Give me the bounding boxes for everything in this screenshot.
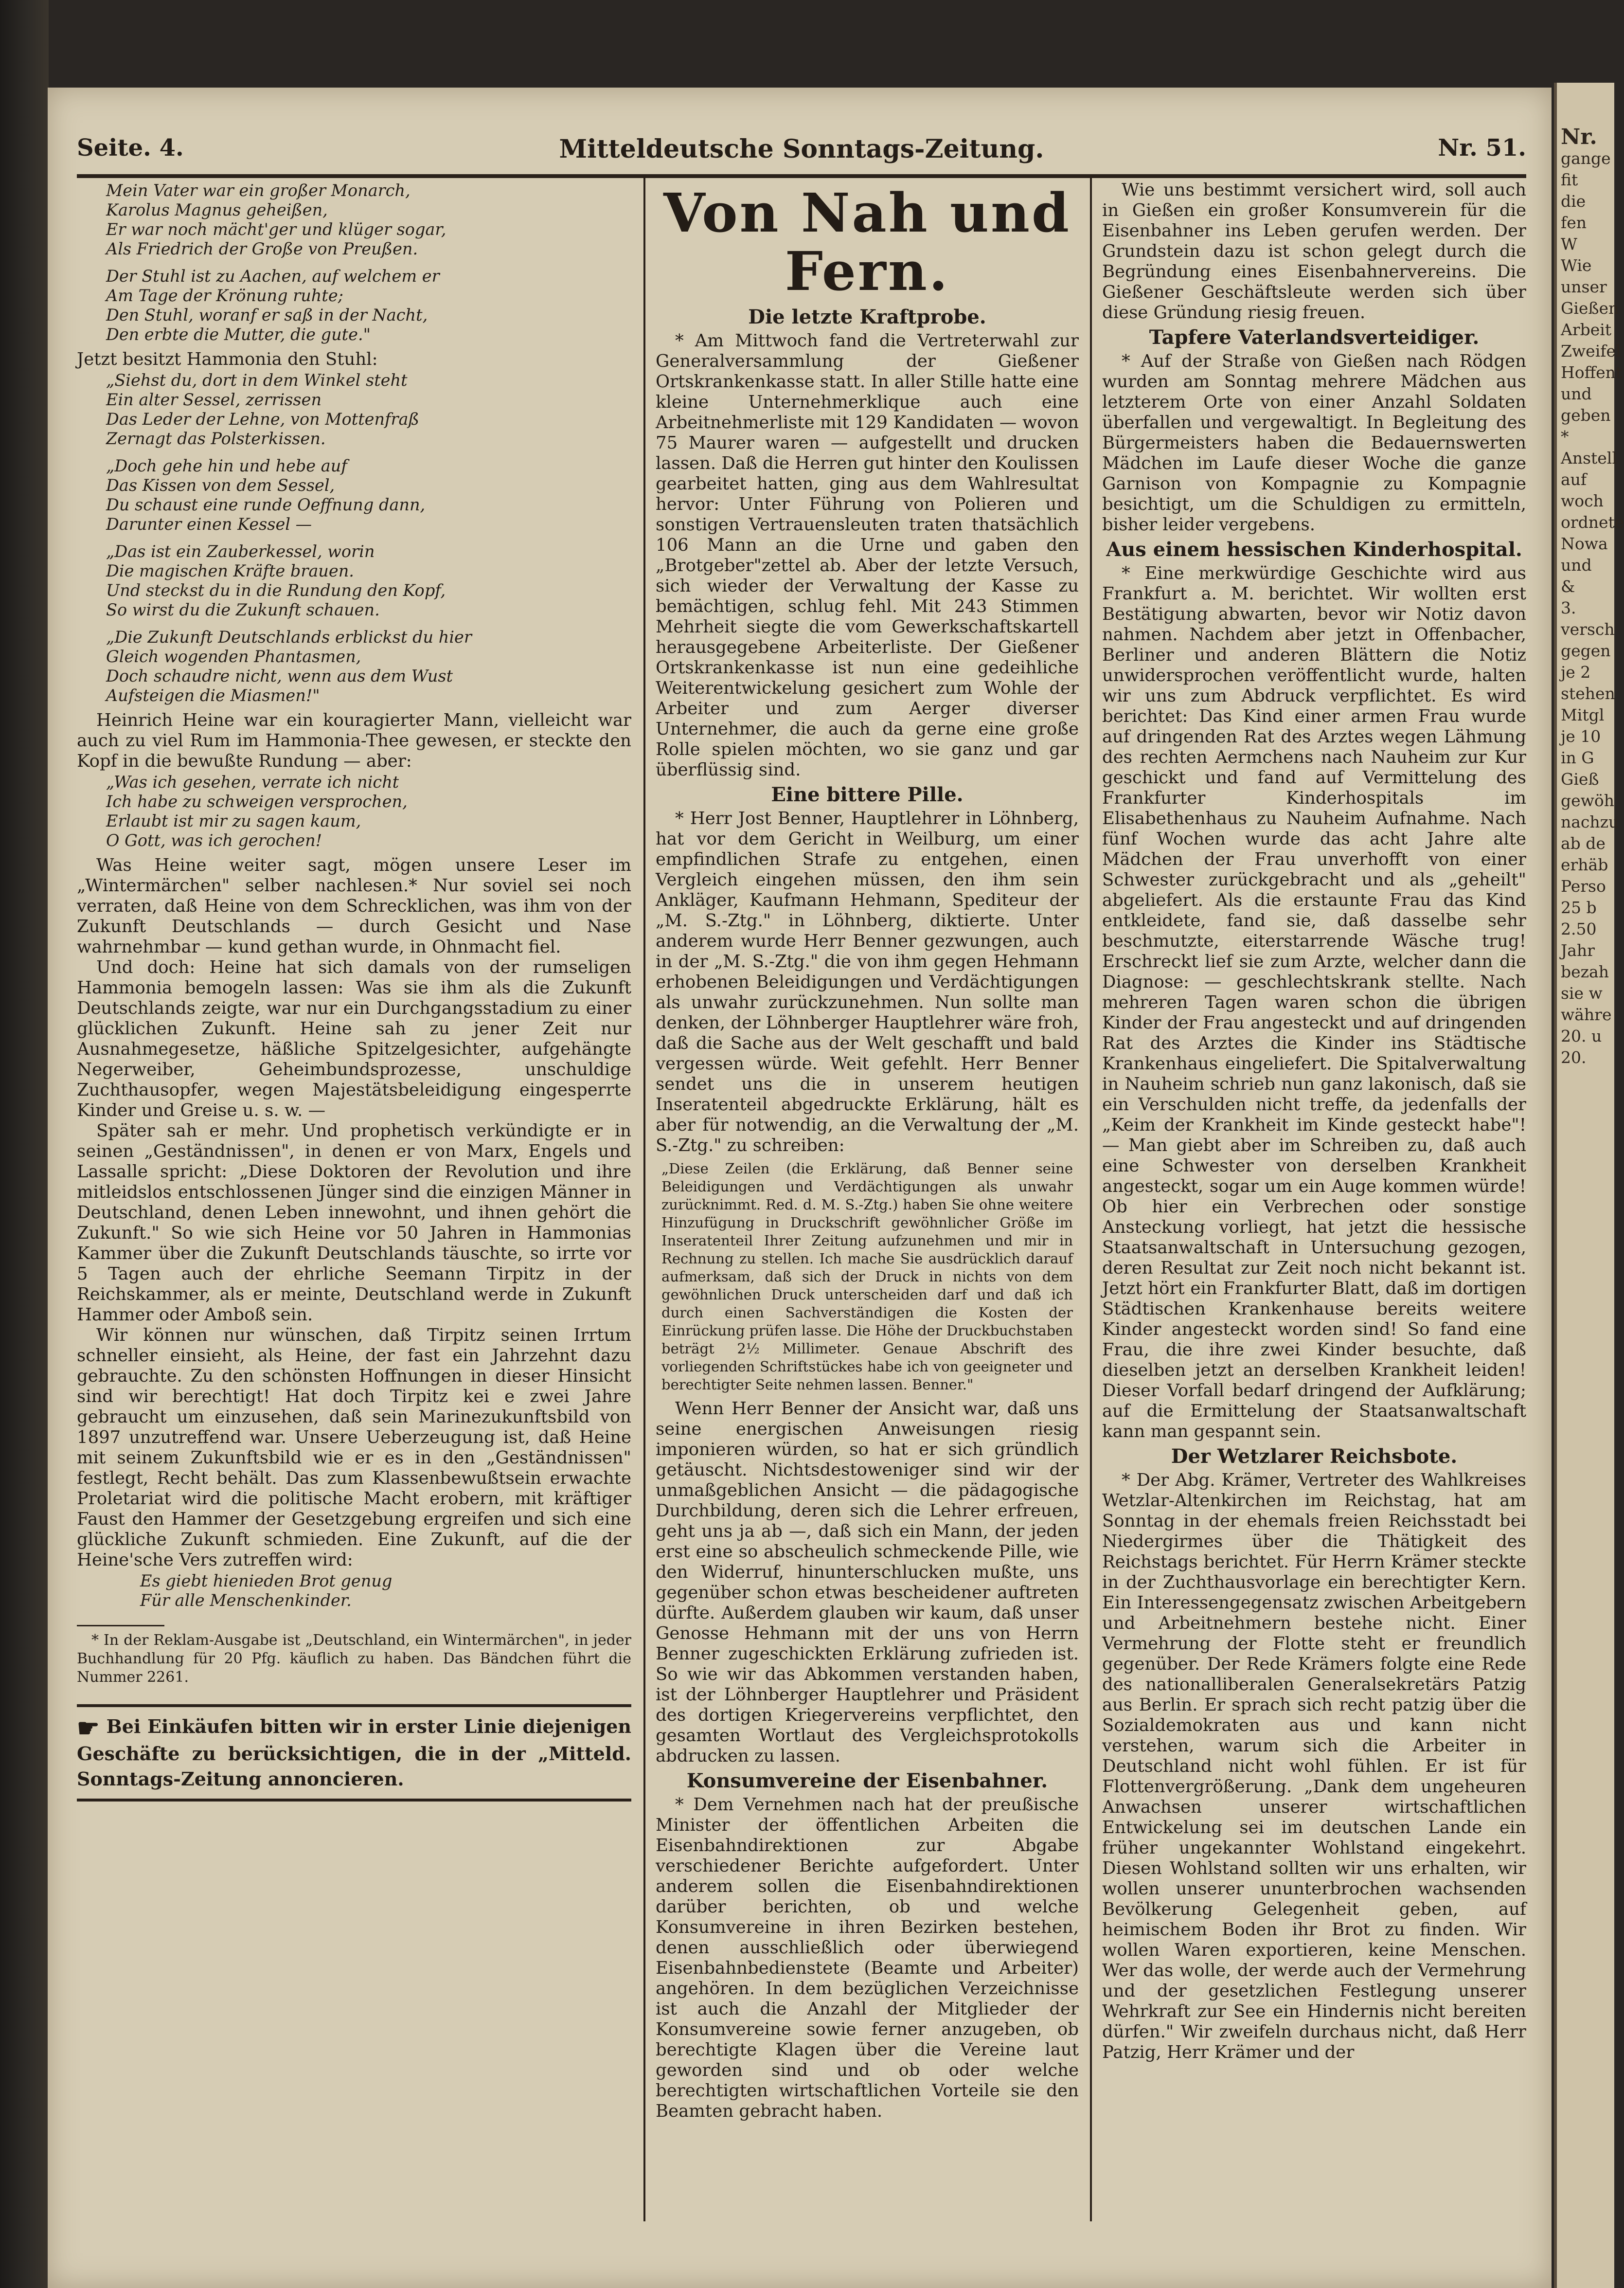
edge-fragment: Nowa xyxy=(1561,534,1608,553)
edge-fragment: sie w xyxy=(1561,984,1603,1003)
edge-fragment: ab de xyxy=(1561,834,1606,853)
verse-line: Gleich wogenden Phantasmen, xyxy=(106,647,361,666)
paragraph: * Auf der Straße von Gießen nach Rödgen wurden am Sonntag mehrere Mädchen aus letzterem Orte von einer Anzahl Soldaten überfallen und vergewaltigt. In Begleitung des Bürgermeisters haben die Bedauernswerten Mädchen im Laufe dieser Woche die ganze Garnison von Kompagnie zu Kompagnie besichtigt, um die Schuldigen zu ermitteln, bisher leider vergebens. xyxy=(1102,351,1526,535)
edge-fragment: 20. xyxy=(1561,1048,1587,1067)
edge-fragment: versch xyxy=(1561,620,1615,639)
verse-line: Darunter einen Kessel — xyxy=(106,515,312,534)
paragraph: * Der Abg. Krämer, Vertreter des Wahlkreises Wetzlar-Altenkirchen im Reichstag, hat am Sonntag in der ehemals freien Reichsstadt bei Niedergirmes über die Thätigkeit des Reichstags berichtet. Für Herrn Krämer steckte in der Zuchthausvorlage ein berechtigter Kern. Ein Interessengegensatz zwischen Arbeitgebern und Arbeitnehmern bestehe nicht. Einer Vermehrung der Flotte steht er freundlich gegenüber. Der Rede Krämers folgte eine Rede des nationalliberalen Generalsekretärs Patzig aus Berlin. Er sprach sich recht patzig über die Sozialdemokraten aus und kann nicht verstehen, warum sich die Arbeiter in Deutschland nicht wohl fühlen. Er ist für Flottenvergrößerung. „Dank dem ungeheuren Anwachsen unserer wirtschaftlichen Entwickelung sei im deutschen Lande ein früher ungekannter Wohlstand eingekehrt. Diesen Wohlstand sollten wir uns erhalten, wir wollen unserer ununterbrochen wachsenden Bevölkerung Gelegenheit geben, auf heimischem Boden ihr Brot zu finden. Wir wollen Waren exportieren, keine Menschen. Wer das wolle, der werde auch der Vermehrung und der gesetzlichen Festlegung unserer Wehrkraft zur See ein Hindernis nicht bereiten dürfen." Wir zweifeln durchaus nicht, daß Herr Patzig, Herr Krämer und der xyxy=(1102,1470,1526,2062)
footnote: * In der Reklam-Ausgabe ist „Deutschland, ein Wintermärchen", in jeder Buchhandlung für 20 Pfg. käuflich zu haben. Das Bändchen führt die Nummer 2261. xyxy=(77,1632,631,1686)
edge-fragment: Hoffent xyxy=(1561,363,1623,382)
paragraph: * Dem Vernehmen nach hat der preußische Minister der öffentlichen Arbeiten die Eisenbahndirektionen zur Abgabe verschiedener Berichte aufgefordert. Unter anderem sollen die Eisenbahndirektionen darüber berichten, ob und welche Konsumvereine in ihren Bezirken bestehen, denen ausschließlich oder überwiegend Eisenbahnbedienstete (Beamte und Arbeiter) angehören. In dem bezüglichen Verzeichnisse ist auch die Anzahl der Mitglieder der Konsumvereine sowie ferner anzugeben, ob berechtigte Klagen über die Vereine laut geworden sind und ob oder welche berechtigten wirtschaftlichen Vorteile sie den Beamten gebracht haben. xyxy=(656,1795,1079,2121)
edge-fragment: Gießen xyxy=(1561,299,1619,318)
column-rule-1 xyxy=(643,178,645,2221)
edge-fragment: erhäb xyxy=(1561,855,1608,874)
edge-fragment: 25 b xyxy=(1561,898,1597,917)
edge-fragment: auf xyxy=(1561,470,1587,489)
verse-line: „Was ich gesehen, verrate ich nicht xyxy=(106,773,399,792)
verse-line: Es giebt hienieden Brot genug xyxy=(140,1571,393,1590)
verse-line: Mein Vater war ein großer Monarch, xyxy=(106,181,410,200)
edge-fragment: Nr. xyxy=(1561,125,1597,149)
edge-fragment: Arbeit xyxy=(1561,320,1612,339)
verse-line: Du schaust eine runde Oeffnung dann, xyxy=(106,495,426,514)
verse-line: „Das ist ein Zauberkessel, worin xyxy=(106,542,375,561)
column-3 xyxy=(1102,180,1526,2063)
paragraph: * Eine merkwürdige Geschichte wird aus Frankfurt a. M. berichtet. Wir wollten erst Bestätigung abwarten, bevor wir Notiz davon nahmen. Nachdem aber jetzt in Offenbacher, Berliner und anderen Blättern die Notiz unwidersprochen veröffentlicht wurde, halten wir uns zum Abdruck verpflichtet. Es wird berichtet: Das Kind einer armen Frau wurde auf dringenden Rat des Arztes wegen Lähmung des rechten Aermchens nach Nauheim zur Kur geschickt und fand auf Vermittelung des Frankfurter Kinderhospitals im Elisabethenhaus zu Nauheim Aufnahme. Nach fünf Wochen wurde das acht Jahre alte Mädchen der Frau unverhofft von einer Schwester zurückgebracht und als „geheilt" abgeliefert. Als die erstaunte Frau das Kind entkleidete, fand sie, daß dasselbe sehr beschmutzte, eiterstarrende Wäsche trug! Erschreckt lief sie zum Arzte, welcher dann die Diagnose: — geschlechtskrank stellte. Nach mehreren Tagen waren schon die übrigen Kinder der Frau angesteckt und auf dringenden Rat des Arztes die Kinder ins Städtische Krankenhaus eingeliefert. Die Spitalverwaltung in Nauheim schrieb nun ganz lakonisch, daß sie ein Verschulden nicht treffe, da jedenfalls der „Keim der Krankheit im Kinde gesteckt habe"! — Man giebt aber im Schreiben zu, daß auch eine Schwester von derselben Krankheit angesteckt, sogar um ein Auge kommen würde! Ob hier ein Verbrechen oder sonstige Ansteckung vorliegt, hat jetzt die hessische Staatsanwaltschaft in Untersuchung gezogen, deren Resultat zur Zeit noch nicht bekannt ist. Jetzt hört ein Frankfurter Blatt, daß im dortigen Städtischen Krankenhause bereits weitere Kinder angesteckt worden sind! So fand eine Frau, die ihre zwei Kinder besuchte, daß dieselben jetzt an derselben Krankheit leiden! Dieser Vorfall bedarf dringend der Aufklärung; auf die Ermittelung der Staatsanwaltschaft kann man gespannt sein. xyxy=(1102,563,1526,1441)
page-header xyxy=(77,131,1526,170)
edge-fragment: die xyxy=(1561,192,1586,211)
verse-line: Ein alter Sessel, zerrissen xyxy=(106,390,322,409)
verse-line: Aufsteigen die Miasmen!" xyxy=(106,686,320,705)
edge-fragment: fen xyxy=(1561,213,1587,232)
pointing-hand-icon: ☛ xyxy=(77,1713,100,1743)
edge-fragment: in G xyxy=(1561,748,1594,767)
verse-line: Und steckst du in die Rundung den Kopf, xyxy=(106,581,446,600)
edge-fragment: und xyxy=(1561,556,1592,575)
edge-fragment: Zweifel xyxy=(1561,342,1621,360)
edge-fragment: bezah xyxy=(1561,962,1609,981)
verse-line: Er war noch mächt'ger und klüger sogar, xyxy=(106,220,446,239)
verse-1 xyxy=(106,181,631,344)
paragraph: Jetzt besitzt Hammonia den Stuhl: xyxy=(77,349,378,369)
edge-fragment: & xyxy=(1561,577,1575,596)
next-page-edge xyxy=(1554,83,1624,2288)
edge-fragment: Mitgl xyxy=(1561,705,1605,724)
edge-fragment: 2.50 xyxy=(1561,919,1597,938)
verse-line: Die magischen Kräfte brauen. xyxy=(106,561,354,580)
newspaper-title: Mitteldeutsche Sonntags-Zeitung. xyxy=(559,134,1044,164)
paragraph: Wie uns bestimmt versichert wird, soll auch in Gießen ein großer Konsumverein für die Eisenbahner ins Leben gerufen werden. Der Grundstein dazu ist schon gelegt durch die Begründung eines Eisenbahnervereins. Die Gießener Geschäftsleute werden sich über diese Gründung riesig freuen. xyxy=(1102,180,1526,323)
edge-fragment: fit xyxy=(1561,170,1578,189)
edge-fragment: Gieß xyxy=(1561,770,1599,789)
verse-line: Doch schaudre nicht, wenn aus dem Wust xyxy=(106,667,453,685)
advertising-notice xyxy=(77,1704,631,1802)
verse-line: Das Kissen von dem Sessel, xyxy=(106,476,335,495)
verse-2 xyxy=(106,371,631,705)
page-number: Seite. 4. xyxy=(77,134,184,162)
paragraph: Später sah er mehr. Und prophetisch verkündigte er in seinen „Geständnissen", in denen er von Marx, Engels und Lassalle spricht: „Diese Doktoren der Revolution und ihre mitleidslos entschlossenen Jünger sind die einzigen Männer in Deutschland, denen Leben innewohnt, und ihnen gehört die Zukunft." So wie sich Heine vor 50 Jahren in Hammonias Kammer über die Zukunft Deutschlands täuschte, so irrte vor 5 Tagen auch der ehrliche Seemann Tirpitz in der Reichskammer, als er meinte, Deutschland werde in Zukunft Hammer oder Amboß sein. xyxy=(77,1121,631,1325)
verse-line: Das Leder der Lehne, von Mottenfraß xyxy=(106,410,419,429)
article-title: Tapfere Vaterlandsverteidiger. xyxy=(1149,326,1480,349)
verse-line: Der Stuhl ist zu Aachen, auf welchem er xyxy=(106,267,440,286)
column-1 xyxy=(77,180,631,1802)
verse-4 xyxy=(140,1571,631,1610)
edge-fragment: W xyxy=(1561,234,1577,253)
verse-line: „Siehst du, dort in dem Winkel steht xyxy=(106,371,408,390)
paragraph: * Herr Jost Benner, Hauptlehrer in Löhnberg, hat vor dem Gericht in Weilburg, um einer empfindlichen Strafe zu entgehen, einen Vergleich eingehen müssen, den ihm sein Ankläger, Kaufmann Hehmann, Spediteur der „M. S.-Ztg." in Löhnberg, diktierte. Unter anderem wurde Herr Benner gezwungen, auch in der „M. S.-Ztg." die von ihm gegen Hehmann erhobenen Beleidigungen und Verdächtigungen als unwahr zurückzunehmen. Nun sollte man denken, der Löhnberger Hauptlehrer wäre froh, daß die Sache aus der Welt geschafft und bald vergessen würde. Weit gefehlt. Herr Benner sendet uns die in unserem heutigen Inseratenteil abgedruckte Erklärung, hält es aber für notwendig, an die Verwaltung der „M. S.-Ztg." zu schreiben: xyxy=(656,809,1079,1155)
paragraph: * Am Mittwoch fand die Vertreterwahl zur Generalversammlung der Gießener Ortskrankenkasse statt. In aller Stille hatte eine kleine Unternehmerklique auch eine Arbeitnehmerliste mit 129 Kandidaten — wovon 75 Maurer waren — aufgestellt und drucken lassen. Daß die Herren gut hinter den Koulissen gearbeitet hatten, ging aus dem Wahlresultat hervor: Unter Führung von Polieren und sonstigen Vertrauensleuten traten thatsächlich 106 Mann an die Urne und gaben den „Brotgeber"zettel ab. Aber der letzte Versuch, sich wieder der Verwaltung der Kasse zu bemächtigen, schlug fehl. Mit 243 Stimmen Mehrheit siegte die vom Gewerkschaftskartell herausgegebene Arbeiterliste. Der Gießener Ortskrankenkasse ist nun eine gedeihliche Weiterentwickelung gesichert zum Wohle der Arbeiter und zum Aerger diverser Unternehmer, die auch da gerne eine große Rolle spielen möchten, wo sie ganz und gar überflüssig sind. xyxy=(656,331,1079,780)
verse-line: „Doch gehe hin und hebe auf xyxy=(106,456,347,475)
header-rule xyxy=(77,174,1526,178)
edge-fragment: Anstell xyxy=(1561,449,1617,468)
verse-line: Ich habe zu schweigen versprochen, xyxy=(106,792,408,811)
edge-fragment: Jahr xyxy=(1561,941,1595,960)
verse-line: Den erbte die Mutter, die gute." xyxy=(106,325,371,344)
verse-line: Am Tage der Krönung ruhte; xyxy=(106,286,343,305)
verse-line: Als Friedrich der Große von Preußen. xyxy=(106,239,418,258)
paragraph: Was Heine weiter sagt, mögen unsere Leser im „Wintermärchen" selber nachlesen.* Nur soviel sei noch verraten, daß Heine von dem Schrecklichen, was ihm von der Zukunft Deutschlands — durch Gesicht und Nase wahrnehmbar — kund gethan wurde, in Ohnmacht fiel. xyxy=(77,855,631,957)
verse-line: So wirst du die Zukunft schauen. xyxy=(106,600,380,619)
article-title: Eine bittere Pille. xyxy=(771,783,964,806)
verse-line: Für alle Menschenkinder. xyxy=(140,1591,352,1610)
edge-fragment: und xyxy=(1561,384,1592,403)
column-rule-2 xyxy=(1090,178,1092,2221)
footnote-rule xyxy=(77,1625,164,1626)
column-2 xyxy=(656,180,1079,2122)
verse-line: „Die Zukunft Deutschlands erblickst du hier xyxy=(106,628,472,647)
article-title: Konsumvereine der Eisenbahner. xyxy=(686,1769,1048,1792)
article-title: Die letzte Kraftprobe. xyxy=(748,306,986,328)
article-title: Aus einem hessischen Kinderhospital. xyxy=(1106,538,1522,561)
paragraph: Wenn Herr Benner der Ansicht war, daß uns seine energischen Anweisungen riesig imponieren würden, so hat er sich gründlich getäuscht. Nichtsdestoweniger sind wir der unmaßgeblichen Ansicht — die pädagogische Durchbildung, deren sich die Lehrer erfreuen, geht uns ja ab —, daß sich ein Mann, der jeden erst eine so abscheulich schmeckende Pille, wie den Widerruf, hinunterschlucken mußte, uns gegenüber schon etwas bescheidener auftreten dürfte. Außerdem glauben wir kaum, daß unser Genosse Hehmann mit der uns von Herrn Benner zugeschickten Erklärung zufrieden ist. So wie wir das Abkommen verstanden haben, ist der Löhnberger Hauptlehrer und Präsident des dortigen Kriegervereins verpflichtet, den gesamten Wortlaut des Vergleichsprotokolls abdrucken zu lassen. xyxy=(656,1399,1079,1766)
edge-fragment: nachzu xyxy=(1561,812,1619,831)
edge-fragment: Perso xyxy=(1561,877,1606,896)
verse-line: Erlaubt ist mir zu sagen kaum, xyxy=(106,811,361,830)
paragraph: Und doch: Heine hat sich damals von der rumseligen Hammonia bemogeln lassen: Was sie ihm als die Zukunft Deutschlands zeigte, war nur ein Durchgangsstadium zu einer glücklichen Zukunft. Heine sah zu jener Zeit nur Ausnahmegesetze, häßliche Spitzelgesichter, aufgehängte Negerweiber, Geheimbundsprozesse, unschuldige Zuchthausopfer, wegen Majestätsbeleidigung eingesperrte Kinder und Greise u. s. w. — xyxy=(77,957,631,1120)
section-masthead: Von Nah und Fern. xyxy=(663,181,1071,303)
edge-fragment: stehen xyxy=(1561,684,1615,703)
verse-line: Karolus Magnus geheißen, xyxy=(106,200,328,219)
verse-3 xyxy=(106,773,631,850)
verse-line: Den Stuhl, woranf er saß in der Nacht, xyxy=(106,306,428,324)
paragraph: Heinrich Heine war ein kouragierter Mann, vielleicht war auch zu viel Rum im Hammonia-Thee gewesen, er steckte den Kopf in die bewußte Rundung — aber: xyxy=(77,710,631,771)
book-binding xyxy=(0,0,49,2288)
newspaper-page xyxy=(48,88,1552,2288)
edge-fragment: woch xyxy=(1561,491,1604,510)
quoted-letter: „Diese Zeilen (die Erklärung, daß Benner seine Beleidigungen und Verdächtigungen als unwahr zurücknimmt. Red. d. M. S.-Ztg.) haben Sie ohne weitere Hinzufügung in Druckschrift gewöhnlicher Größe im Inseratenteil Ihrer Zeitung aufzunehmen und mir in Rechnung zu stellen. Ich mache Sie ausdrücklich darauf aufmerksam, daß sich der Druck in nichts von dem gewöhnlichen Druck unterscheiden darf und daß ich durch einen Sachverständigen die Kosten der Einrückung prüfen lasse. Die Höhe der Druckbuchstaben beträgt 2½ Millimeter. Genaue Abschrift des vorliegenden Schriftstückes habe ich von geeigneter und berechtigter Seite nehmen lassen. Benner." xyxy=(661,1160,1073,1393)
issue-number: Nr. 51. xyxy=(1438,134,1526,162)
verse-line: O Gott, was ich gerochen! xyxy=(106,831,322,850)
edge-fragment: Wie xyxy=(1561,256,1592,275)
edge-fragment: 20. u xyxy=(1561,1027,1602,1045)
advertising-notice-text: Bei Einkäufen bitten wir in erster Linie diejenigen Geschäfte zu berücksichtigen, die in der „Mitteld. Sonntags-Zeitung annoncieren. xyxy=(77,1715,631,1790)
edge-fragment: je 10 xyxy=(1561,727,1601,746)
edge-fragment: ordnete xyxy=(1561,513,1624,532)
edge-fragment: 3. xyxy=(1561,598,1576,617)
paragraph: Wir können nur wünschen, daß Tirpitz seinen Irrtum schneller einsieht, als Heine, der fast ein Jahrzehnt dazu gebrauchte. Zu den schönsten Hoffnungen in dieser Hinsicht sind wir berechtigt! Hat doch Tirpitz kei e zwei Jahre gebraucht um einzusehen, daß sein Marinezukunftsbild von 1897 unzutreffend war. Unsere Ueberzeugung ist, daß Heine mit seinem Zukunftsbild wie er es in den „Geständnissen" festlegt, Recht behält. Das zum Klassenbewußtsein erwachte Proletariat wird die politische Macht erobern, mit kräftiger Faust den Hammer der Gesetzgebung ergreifen und sich eine glückliche Zukunft schmieden. Eine Zukunft, auf die der Heine'sche Vers zutreffen wird: xyxy=(77,1325,631,1570)
edge-fragment: unser xyxy=(1561,277,1607,296)
edge-fragment: währe xyxy=(1561,1005,1612,1024)
article-title: Der Wetzlarer Reichsbote. xyxy=(1171,1445,1458,1468)
edge-fragment: * xyxy=(1561,427,1569,446)
verse-line: Zernagt das Polsterkissen. xyxy=(106,429,326,448)
edge-fragment: gegen xyxy=(1561,641,1611,660)
edge-fragment: geben xyxy=(1561,406,1611,425)
edge-fragment: gange xyxy=(1561,149,1611,168)
edge-fragment: gewöh xyxy=(1561,791,1615,810)
edge-fragment: je 2 xyxy=(1561,663,1591,682)
